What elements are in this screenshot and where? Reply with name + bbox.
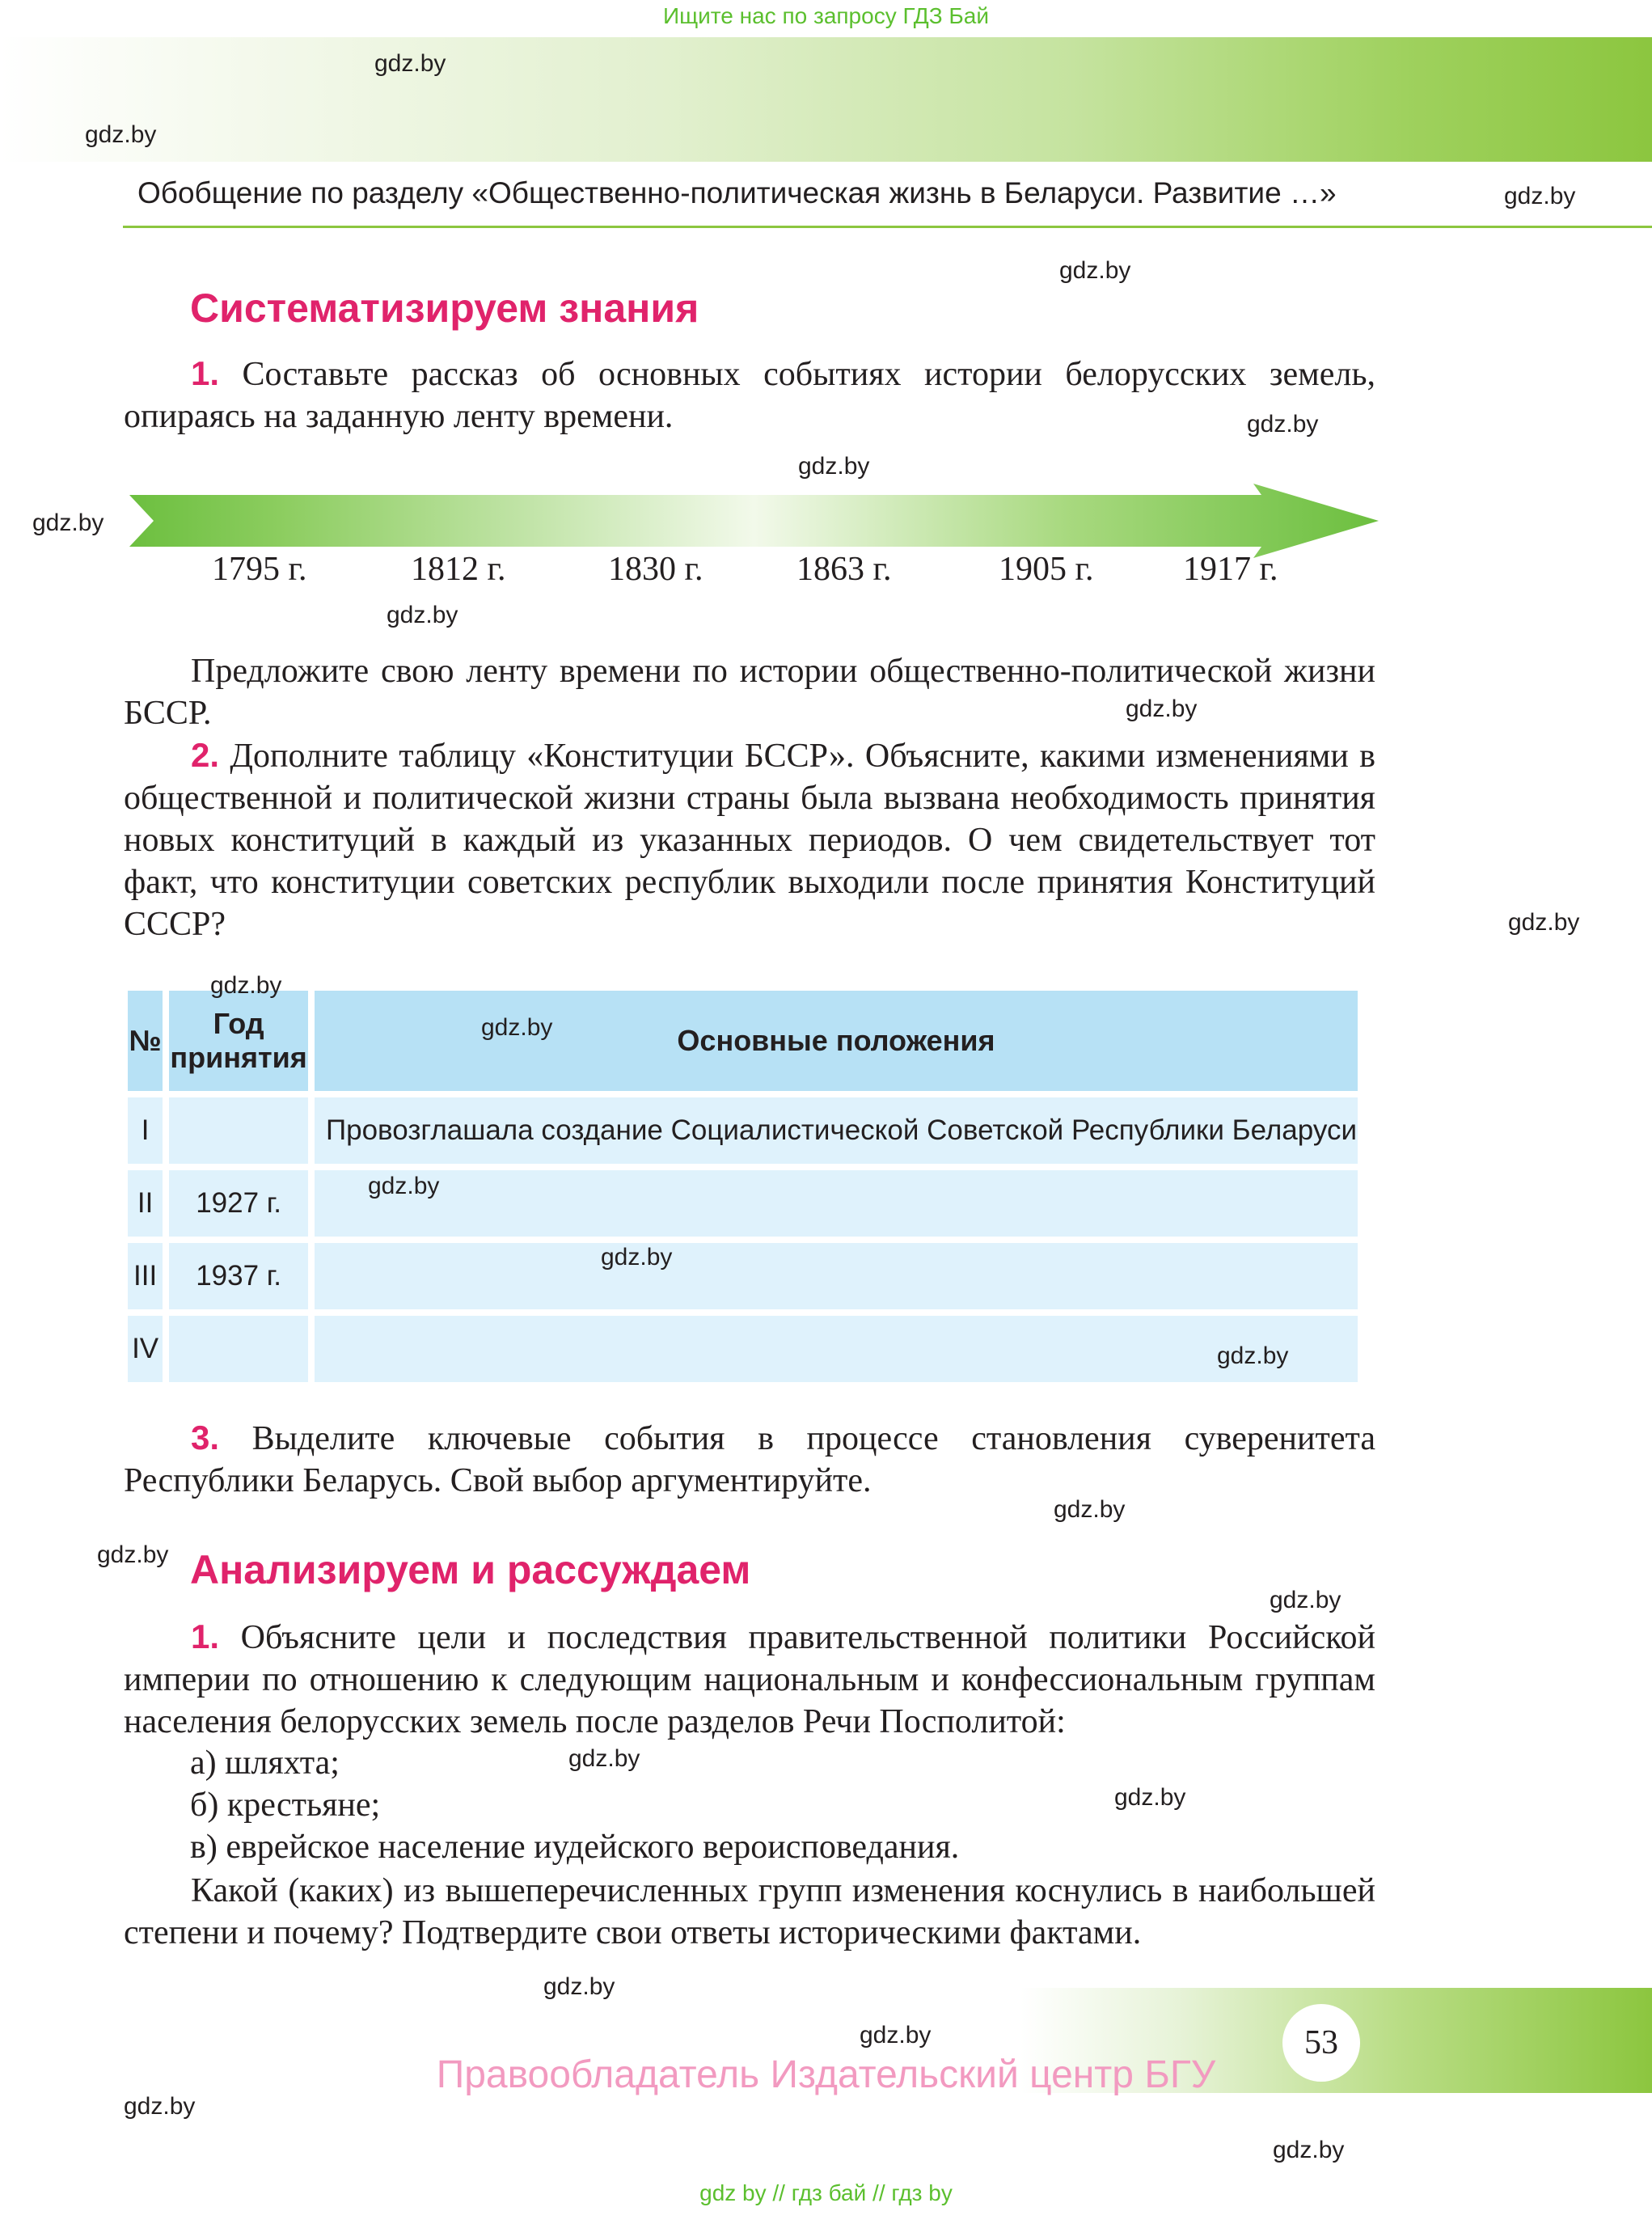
page-number: 53 <box>1282 2004 1360 2082</box>
header-year <box>169 991 308 1091</box>
section-title-analyze: Анализируем и рассуждаем <box>190 1547 751 1592</box>
task-text: Составьте рассказ об основных событиях истории белорусских земель, опираясь на заданную ленту времени. <box>124 356 1375 435</box>
timeline-year: 1812 г. <box>411 551 506 588</box>
timeline-year: 1795 г. <box>212 551 307 588</box>
task-number: 1. <box>191 354 220 392</box>
table-row <box>128 1243 1358 1309</box>
timeline-year: 1905 г. <box>999 551 1094 588</box>
header-band <box>0 37 1652 162</box>
copyright-notice: Правообладатель Издательский центр БГУ <box>436 2053 1216 2096</box>
list-item: б) крестьяне; <box>190 1786 381 1824</box>
suggest-paragraph: Предложите свою ленту времени по истории общественно-политической жизни БССР. <box>124 653 1375 732</box>
header-year-line2: принятия <box>170 1041 307 1074</box>
watermark: gdz.by <box>481 1014 553 1041</box>
timeline-year: 1917 г. <box>1183 551 1278 588</box>
watermark: gdz.by <box>1114 1784 1186 1811</box>
watermark: gdz.by <box>32 509 104 536</box>
task-text: Объясните цели и последствия правительственной политики Российской империи по отношению к следующим национальным и конфессиональным группам населения белорусских земель после разделов Речи Посполитой: <box>124 1619 1375 1740</box>
watermark: gdz.by <box>1273 2137 1345 2163</box>
bottom-links: gdz by // гдз бай // гдз by <box>699 2180 953 2205</box>
constitutions-table <box>121 984 1364 1389</box>
list-item: а) шляхта; <box>190 1744 340 1782</box>
watermark: gdz.by <box>860 2022 932 2049</box>
watermark: gdz.by <box>601 1244 673 1271</box>
watermark: gdz.by <box>1508 909 1580 936</box>
header-rule <box>123 226 1652 228</box>
task2-paragraph <box>124 734 1375 945</box>
watermark: gdz.by <box>1270 1587 1341 1613</box>
watermark: gdz.by <box>97 1541 169 1568</box>
watermark: gdz.by <box>1217 1342 1289 1369</box>
row-num: II <box>128 1170 163 1237</box>
watermark: gdz.by <box>1504 183 1576 209</box>
watermark: gdz.by <box>1054 1496 1126 1523</box>
watermark: gdz.by <box>1059 257 1131 284</box>
timeline-arrow <box>129 484 1379 558</box>
s2-task1-paragraph <box>124 1616 1375 1743</box>
timeline-year: 1863 г. <box>796 551 892 588</box>
header-year-line1: Год <box>213 1007 264 1040</box>
task3-paragraph <box>124 1417 1375 1502</box>
watermark: gdz.by <box>568 1745 640 1772</box>
row-provisions <box>315 1316 1358 1382</box>
row-provisions: Провозглашала создание Социалистической Советской Республики Беларуси <box>315 1097 1358 1164</box>
table-row <box>128 1097 1358 1164</box>
watermark: gdz.by <box>374 50 446 77</box>
task-number: 2. <box>191 736 220 774</box>
watermark: gdz.by <box>543 1973 615 2000</box>
row-year <box>169 1316 308 1382</box>
watermark: gdz.by <box>798 453 870 480</box>
row-num: IV <box>128 1316 163 1382</box>
watermark: gdz.by <box>124 2093 196 2120</box>
row-num: I <box>128 1097 163 1164</box>
watermark: gdz.by <box>210 972 282 999</box>
running-head: Обобщение по разделу «Общественно-политическая жизнь в Беларуси. Развитие …» <box>137 176 1337 209</box>
section-title-systematize: Систематизируем знания <box>190 285 699 331</box>
list-item: в) еврейское население иудейского вероисповедания. <box>190 1829 960 1866</box>
table-header-row <box>128 991 1358 1091</box>
watermark: gdz.by <box>85 121 157 148</box>
question-paragraph: Какой (каких) из вышеперечисленных групп изменения коснулись в наибольшей степени и почему? Подтвердите свои ответы историческими фактами. <box>124 1872 1375 1951</box>
timeline-year: 1830 г. <box>608 551 703 588</box>
row-year: 1927 г. <box>169 1170 308 1237</box>
task-text: Дополните таблицу «Конституции БССР». Объясните, какими изменениями в общественной и политической жизни страны была вызвана необходимость принятия новых конституций в каждый из указанных периодов. О чем свидетельствует тот факт, что конституции советских республик выходили после принятия Конституций СССР? <box>124 738 1375 943</box>
watermark: gdz.by <box>387 602 458 628</box>
watermark: gdz.by <box>1247 411 1319 438</box>
row-year <box>169 1097 308 1164</box>
row-num: III <box>128 1243 163 1309</box>
row-provisions <box>315 1243 1358 1309</box>
header-num: № <box>128 991 163 1091</box>
row-provisions <box>315 1170 1358 1237</box>
task-number: 1. <box>191 1617 220 1655</box>
watermark: gdz.by <box>368 1173 440 1199</box>
task-text: Выделите ключевые события в процессе становления суверенитета Республики Беларусь. Свой выбор аргументируйте. <box>124 1420 1375 1499</box>
task-number: 3. <box>191 1419 220 1457</box>
watermark: gdz.by <box>1126 696 1198 722</box>
table-row <box>128 1316 1358 1382</box>
header-provisions: Основные положения <box>315 991 1358 1091</box>
table-row <box>128 1170 1358 1237</box>
timeline-shape <box>129 484 1379 558</box>
task1-paragraph <box>124 353 1375 438</box>
row-year: 1937 г. <box>169 1243 308 1309</box>
top-search-hint: Ищите нас по запросу ГДЗ Бай <box>662 3 990 28</box>
